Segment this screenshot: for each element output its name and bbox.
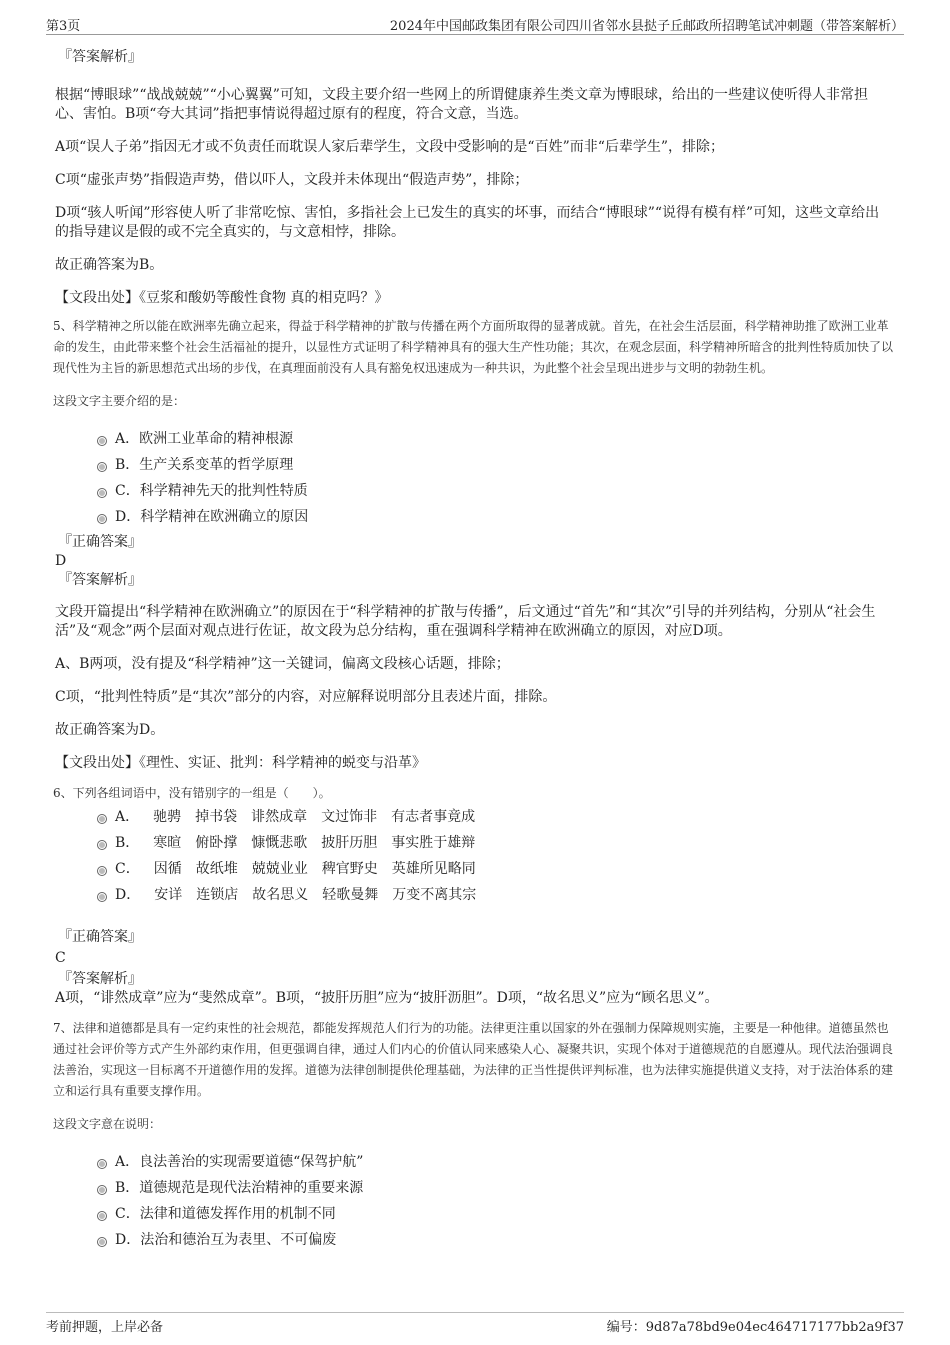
option-word: 因循 xyxy=(153,861,182,877)
q6-option-a[interactable] xyxy=(95,804,905,830)
q6-stem: 6、下列各组词语中，没有错别字的一组是（ ）。 xyxy=(53,786,331,800)
radio-icon[interactable] xyxy=(97,892,107,902)
q4-analysis-p1: 根据“博眼球”“战战兢兢”“小心翼翼”可知，文段主要介绍一些网上的所谓健康养生类文章为博眼球，给出的一些建议使听得人非常担心、害怕。B项“夸大其词”指把事情说得超过原有的程度，符合文意，当选。 xyxy=(55,87,868,122)
option-word: 英雄所见略同 xyxy=(391,861,476,877)
option-label: B．道德规范是现代法治精神的重要来源 xyxy=(115,1180,364,1196)
option-word: 万变不离其宗 xyxy=(392,887,477,903)
option-letter: A． xyxy=(115,809,140,825)
document-title: 2024年中国邮政集团有限公司四川省邻水县挞子丘邮政所招聘笔试冲刺题（带答案解析） xyxy=(389,19,904,34)
q6-answer-label: 『正确答案』 xyxy=(58,929,142,945)
option-word: 俯卧撑 xyxy=(195,835,238,851)
option-word: 诽然成章 xyxy=(251,809,308,825)
q5-answer: D xyxy=(55,553,67,569)
q6-answer: C xyxy=(55,950,66,966)
q7-option-d[interactable] xyxy=(95,1227,905,1253)
q5-option-b[interactable] xyxy=(95,452,905,478)
q7-option-b[interactable] xyxy=(95,1175,905,1201)
radio-icon[interactable] xyxy=(97,840,107,850)
q7-stem: 7、法律和道德都是具有一定约束性的社会规范，都能发挥规范人们行为的功能。法律更注重以国家的外在强制力保障规则实施，主要是一种他律。道德虽然也通过社会评价等方式产生外部约束作用，但更强调自律，通过人们内心的价值认同来感染人心、凝聚共识，实现个体对于道德规范的自愿遵从。现代法治强调良法善治，实现这一目标离不开道德作用的发挥。道德为法律创制提供伦理基础，为法律的正当性提供评判标准，也为法律实施提供道义支持，对于法治体系的建立和运行具有重要支撑作用。 xyxy=(53,1021,894,1098)
option-word: 慷慨悲歌 xyxy=(251,835,308,851)
q5-option-a[interactable] xyxy=(95,426,905,452)
radio-icon[interactable] xyxy=(97,488,107,498)
option-label: C．法律和道德发挥作用的机制不同 xyxy=(115,1206,336,1222)
option-label: B．生产关系变革的哲学原理 xyxy=(115,457,294,473)
option-word: 故纸堆 xyxy=(195,861,238,877)
q5-options xyxy=(55,426,905,530)
radio-icon[interactable] xyxy=(97,1237,107,1247)
q6-analysis-label: 『答案解析』 xyxy=(58,971,142,987)
radio-icon[interactable] xyxy=(97,814,107,824)
q5-stem: 5、科学精神之所以能在欧洲率先确立起来，得益于科学精神的扩散与传播在两个方面所取得的显著成就。首先，在社会生活层面，科学精神助推了欧洲工业革命的发生，由此带来整个社会生活福祉的提升，以显性方式证明了科学精神具有的强大生产性功能；其次，在观念层面，科学精神所暗含的批判性特质加快了以现代性为主旨的新思想范式出场的步伐，在真理面前没有人具有豁免权迅速成为一种共识，为此整个社会呈现出进步与文明的勃勃生机。 xyxy=(53,319,894,375)
option-word: 安详 xyxy=(154,887,183,903)
option-word: 兢兢业业 xyxy=(251,861,308,877)
q4-analysis-c: C项“虚张声势”指假造声势，借以吓人，文段并未体现出“假造声势”，排除； xyxy=(55,172,529,188)
q5-analysis-label: 『答案解析』 xyxy=(58,572,142,588)
q6-option-c[interactable] xyxy=(95,856,905,882)
footer-slogan: 考前押题，上岸必备 xyxy=(46,1320,164,1335)
q7-options xyxy=(55,1149,905,1253)
q5-source: 【文段出处】《理性、实证、批判：科学精神的蜕变与沿革》 xyxy=(55,755,426,771)
q5-answer-label: 『正确答案』 xyxy=(58,534,142,550)
q4-analysis-label: 『答案解析』 xyxy=(58,49,142,65)
q5-conclusion: 故正确答案为D。 xyxy=(55,722,165,738)
option-letter: D． xyxy=(115,887,141,903)
radio-icon[interactable] xyxy=(97,866,107,876)
radio-icon[interactable] xyxy=(97,462,107,472)
footer-serial: 编号：9d87a78bd9e04ec464717177bb2a9f37 xyxy=(606,1320,904,1335)
option-label: D．法治和德治互为表里、不可偏废 xyxy=(115,1232,337,1248)
q5-analysis-ab: A、B两项，没有提及“科学精神”这一关键词，偏离文段核心话题，排除； xyxy=(55,656,510,672)
option-word: 驰骋 xyxy=(153,809,182,825)
option-label: A．欧洲工业革命的精神根源 xyxy=(115,431,294,447)
option-word: 连锁店 xyxy=(196,887,239,903)
option-label: C．科学精神先天的批判性特质 xyxy=(115,483,308,499)
main-content xyxy=(55,40,905,1253)
q5-prompt: 这段文字主要介绍的是： xyxy=(53,394,186,408)
radio-icon[interactable] xyxy=(97,436,107,446)
q7-prompt: 这段文字意在说明： xyxy=(53,1117,162,1131)
q4-analysis-a: A项“误人子弟”指因无才或不负责任而耽误人家后辈学生，文段中受影响的是“百姓”而非“后辈学生”，排除； xyxy=(55,139,725,155)
option-word: 有志者事竟成 xyxy=(391,809,476,825)
q4-analysis-d: D项“骇人听闻”形容使人听了非常吃惊、害怕，多指社会上已发生的真实的坏事，而结合“博眼球”“说得有模有样”可知，这些文章给出的指导建议是假的或不完全真实的，与文意相悖，排除。 xyxy=(55,205,880,240)
q5-analysis-c: C项，“批判性特质”是“其次”部分的内容，对应解释说明部分且表述片面，排除。 xyxy=(55,689,557,705)
option-word: 事实胜于雄辩 xyxy=(391,835,476,851)
q7-option-a[interactable] xyxy=(95,1149,905,1175)
q6-analysis: A项，“诽然成章”应为“斐然成章”。B项，“披肝历胆”应为“披肝沥胆”。D项，“故名思义”应为“顾名思义”。 xyxy=(55,990,719,1006)
radio-icon[interactable] xyxy=(97,514,107,524)
radio-icon[interactable] xyxy=(97,1211,107,1221)
option-word: 文过饰非 xyxy=(321,809,378,825)
option-word: 寒暄 xyxy=(153,835,182,851)
radio-icon[interactable] xyxy=(97,1185,107,1195)
option-label: D．科学精神在欧洲确立的原因 xyxy=(115,509,309,525)
q4-source: 【文段出处】《豆浆和酸奶等酸性食物 真的相克吗？》 xyxy=(55,290,389,306)
option-letter: B． xyxy=(115,835,140,851)
q5-analysis-p1: 文段开篇提出“科学精神在欧洲确立”的原因在于“科学精神的扩散与传播”，后文通过“首先”和“其次”引导的并列结构，分别从“社会生活”及“观念”两个层面对观点进行佐证，故文段为总分结构，重在强调科学精神在欧洲确立的原因，对应D项。 xyxy=(55,604,876,639)
q6-options xyxy=(55,804,905,908)
option-word: 故名思义 xyxy=(252,887,309,903)
q5-option-d[interactable] xyxy=(95,504,905,530)
page-header xyxy=(46,12,904,35)
option-label: A．良法善治的实现需要道德“保驾护航” xyxy=(115,1154,364,1170)
q6-option-d[interactable] xyxy=(95,882,905,908)
q4-conclusion: 故正确答案为B。 xyxy=(55,257,164,273)
option-word: 轻歌曼舞 xyxy=(322,887,379,903)
option-word: 掉书袋 xyxy=(195,809,238,825)
page-number: 第3页 xyxy=(46,19,81,34)
q6-option-b[interactable] xyxy=(95,830,905,856)
q7-option-c[interactable] xyxy=(95,1201,905,1227)
page-footer xyxy=(46,1312,904,1335)
q5-option-c[interactable] xyxy=(95,478,905,504)
option-word: 披肝历胆 xyxy=(321,835,378,851)
option-word: 稗官野史 xyxy=(321,861,378,877)
option-letter: C． xyxy=(115,861,140,877)
radio-icon[interactable] xyxy=(97,1159,107,1169)
